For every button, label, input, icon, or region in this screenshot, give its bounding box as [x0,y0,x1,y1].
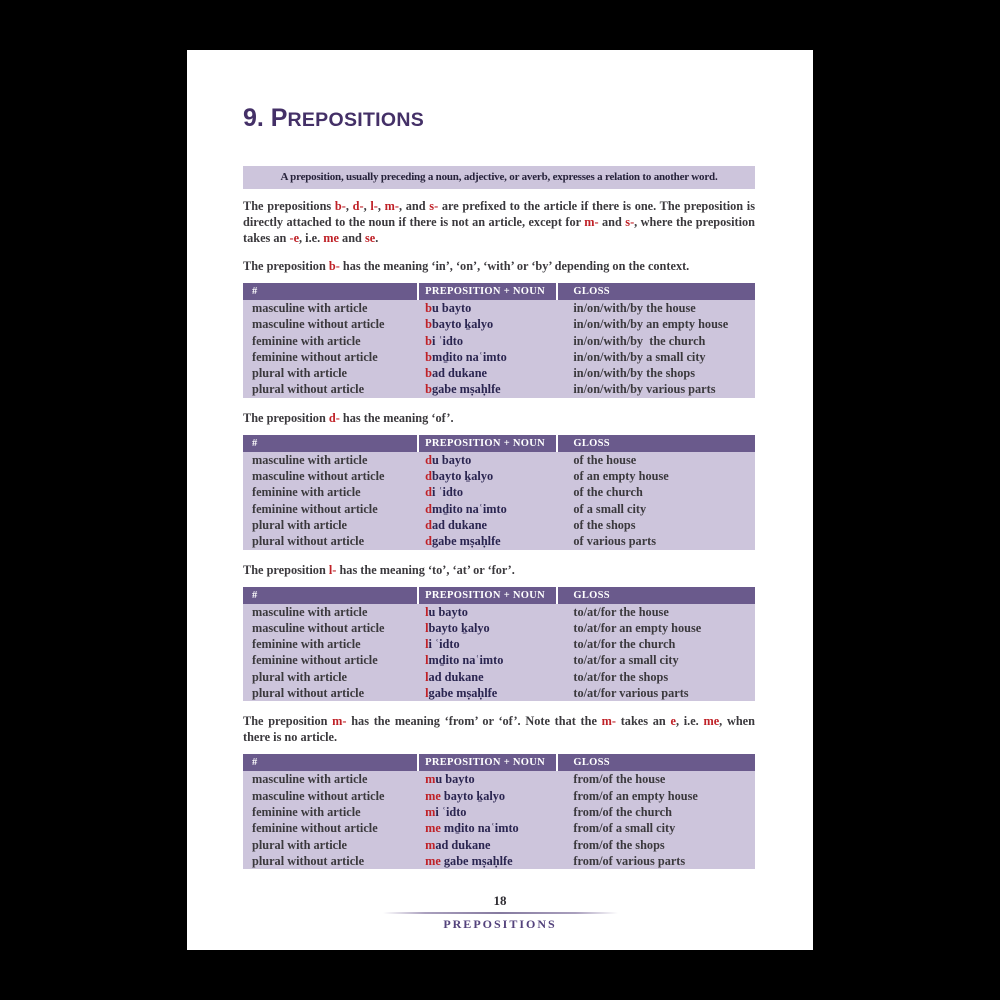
table-body [243,452,755,550]
table-row [243,300,755,316]
table-row [243,788,755,804]
text-segment: m- [384,199,399,213]
table-row [243,804,755,820]
text-segment: REPOSITIONS [287,109,425,131]
text-segment: , [345,199,353,213]
column-header-gloss: GLOSS [558,754,755,771]
noun-text: ad dukane [435,837,491,852]
noun-text: bayto ḵalyo [440,788,506,803]
preposition-noun [419,365,558,381]
gloss-text: from/of various parts [573,853,686,868]
row-label: feminine with article [252,333,361,348]
preposition-noun [419,333,558,349]
gloss-text: in/on/with/by a small city [573,349,706,364]
noun-text: bayto ḵalyo [431,469,494,484]
noun-text: gabe mṣaḥlfe [440,853,513,868]
text-segment: m- [584,215,599,229]
noun-text: u bayto [428,604,468,619]
text-segment: me [323,231,339,245]
preposition-prefix: d [425,534,432,549]
table-row [243,349,755,365]
table-header-row [243,283,755,300]
table-row [243,837,755,853]
preposition-noun [419,300,558,316]
row-label: plural with article [252,669,347,684]
preposition-noun [419,652,558,668]
column-header-gloss: GLOSS [558,283,755,300]
row-label: masculine without article [252,788,385,803]
column-header-number: # [243,587,419,604]
column-header-gloss: GLOSS [558,435,755,452]
gloss-text: from/of the shops [573,837,665,852]
gloss-text: to/at/for various parts [573,686,689,701]
row-label: plural without article [252,686,365,701]
column-header-preposition-noun: PREPOSITION + NOUN [419,283,558,300]
preposition-noun [419,468,558,484]
table-row [243,365,755,381]
column-header-gloss: GLOSS [558,587,755,604]
preposition-prefix: d [425,517,432,532]
noun-text: ad dukane [431,366,487,381]
table-row [243,316,755,332]
noun-text: bayto ḵalyo [428,620,490,635]
preposition-noun [419,853,558,869]
page-footer [187,893,813,932]
preposition-prefix: l [425,604,429,619]
table-row [243,620,755,636]
preposition-noun [419,820,558,836]
text-segment: d- [328,410,340,425]
document-page [187,50,813,950]
noun-text: ad dukane [431,517,487,532]
text-segment: are prefixed to the article if there is one. The preposition is directly attached to the noun if there is not an article, except for [243,199,756,229]
table-row [243,636,755,652]
definition-box [243,166,755,189]
row-label: plural with article [252,837,347,852]
preposition-noun [419,316,558,332]
preposition-section [243,258,755,398]
footer-divider [383,912,618,914]
preposition-noun [419,636,558,652]
gloss-text: from/of the house [573,772,666,787]
preposition-noun [419,804,558,820]
gloss-text: of the house [573,452,637,467]
preposition-prefix: b [425,382,432,397]
table-header-row [243,754,755,771]
table-body [243,604,755,702]
preposition-prefix: d [425,485,432,500]
text-segment: b- [334,199,346,213]
text-segment: l- [328,562,337,577]
page-number: 18 [493,893,507,908]
preposition-section [243,713,755,869]
text-segment: , i.e. [675,714,704,729]
text-segment: 9. P [243,104,288,132]
footer-chapter-label: PREPOSITIONS [443,917,557,931]
preposition-table [243,754,755,869]
preposition-table [243,435,755,550]
gloss-text: of various parts [573,534,657,549]
preposition-prefix: l [425,637,429,652]
table-row [243,484,755,500]
text-segment: l- [370,199,378,213]
text-segment: m- [601,714,616,729]
row-label: masculine with article [252,772,368,787]
preposition-noun [419,620,558,636]
section-intro [243,562,755,578]
table-row [243,669,755,685]
text-segment: has the meaning ‘of’. [339,410,454,425]
definition-text: A preposition, usually preceding a noun, adjective, or averb, expresses a relation to another word. [280,171,718,183]
text-segment: s- [625,215,635,229]
preposition-noun [419,381,558,397]
gloss-text: of the shops [573,517,636,532]
section-intro [243,258,755,274]
preposition-table [243,587,755,702]
column-header-preposition-noun: PREPOSITION + NOUN [419,754,558,771]
preposition-prefix: d [425,501,432,516]
noun-text: gabe mṣaḥlfe [431,534,501,549]
preposition-prefix: l [425,620,429,635]
text-segment: m- [332,714,347,729]
text-segment: The preposition [243,714,333,729]
row-label: masculine with article [252,301,368,315]
table-row [243,468,755,484]
row-label: masculine without article [252,317,385,332]
gloss-text: in/on/with/by the house [573,301,696,315]
table-header-row [243,587,755,604]
text-segment: The preposition [243,562,329,577]
table-row [243,517,755,533]
gloss-text: in/on/with/by the shops [573,366,696,381]
gloss-text: from/of a small city [573,821,676,836]
noun-text: bayto ḵalyo [431,317,494,332]
noun-text: i ʿidto [431,485,464,500]
text-segment: , when there is no article. [243,714,755,745]
gloss-text: from/of an empty house [573,788,698,803]
preposition-prefix: b [425,349,432,364]
text-segment: d- [352,199,364,213]
column-header-number: # [243,435,419,452]
preposition-prefix: me [425,821,441,836]
noun-text: mḏito naʿimto [440,821,519,836]
gloss-text: to/at/for the house [573,604,669,619]
gloss-text: of an empty house [573,469,669,484]
table-row [243,381,755,397]
noun-text: i ʿidto [431,333,464,348]
preposition-noun [419,788,558,804]
row-label: plural without article [252,534,365,549]
noun-text: u bayto [431,301,472,315]
gloss-text: to/at/for the shops [573,669,669,684]
table-header-row [243,435,755,452]
preposition-prefix: me [425,788,441,803]
text-segment: and [598,215,626,229]
gloss-text: of a small city [573,501,647,516]
text-segment: The prepositions [243,199,335,213]
preposition-section [243,410,755,550]
column-header-preposition-noun: PREPOSITION + NOUN [419,587,558,604]
preposition-prefix: b [425,317,432,332]
preposition-prefix: m [425,804,436,819]
column-header-number: # [243,283,419,300]
text-segment: The preposition [243,259,329,273]
text-segment: and [338,231,365,245]
table-row [243,820,755,836]
text-segment: , [377,199,385,213]
text-segment: s- [429,199,439,213]
text-segment: b- [328,259,340,273]
row-label: masculine with article [252,604,368,619]
row-label: plural without article [252,382,365,397]
preposition-prefix: m [425,772,436,787]
table-row [243,771,755,787]
gloss-text: to/at/for the church [573,637,676,652]
preposition-noun [419,517,558,533]
gloss-text: to/at/for a small city [573,653,679,668]
noun-text: i ʿidto [435,804,467,819]
preposition-prefix: me [425,853,441,868]
text-segment: takes an [616,714,671,729]
preposition-prefix: b [425,366,432,381]
noun-text: mḏito naʿimto [428,653,504,668]
section-intro [243,410,755,426]
preposition-table [243,283,755,398]
text-segment: se [364,231,376,245]
preposition-noun [419,349,558,365]
noun-text: ad dukane [428,669,484,684]
row-label: feminine with article [252,485,361,500]
preposition-noun [419,771,558,787]
preposition-noun [419,685,558,701]
preposition-prefix: d [425,469,432,484]
column-header-preposition-noun: PREPOSITION + NOUN [419,435,558,452]
table-row [243,685,755,701]
row-label: feminine with article [252,804,361,819]
table-row [243,452,755,468]
page-content [187,50,813,950]
table-row [243,853,755,869]
row-label: feminine without article [252,501,378,516]
text-segment: The preposition [243,410,329,425]
preposition-noun [419,501,558,517]
text-segment: . [375,231,379,245]
gloss-text: in/on/with/by various parts [573,382,716,397]
preposition-prefix: l [425,653,429,668]
noun-text: mḏito naʿimto [431,349,507,364]
row-label: masculine without article [252,620,385,635]
table-body [243,300,755,398]
preposition-prefix: m [425,837,436,852]
text-segment: has the meaning ‘from’ or ‘of’. Note that the [346,714,602,729]
gloss-text: of the church [573,485,643,500]
text-segment: has the meaning ‘to’, ‘at’ or ‘for’. [336,562,515,577]
noun-text: gabe mṣaḥlfe [431,382,501,397]
table-row [243,533,755,549]
preposition-prefix: d [425,452,432,467]
sections [243,258,755,869]
table-row [243,652,755,668]
row-label: masculine with article [252,452,368,467]
text-segment: , i.e. [299,231,324,245]
preposition-noun [419,484,558,500]
table-row [243,501,755,517]
table-body [243,771,755,869]
gloss-text: from/of the church [573,804,672,819]
preposition-noun [419,604,558,620]
page-title [243,102,755,133]
preposition-prefix: b [425,333,432,348]
text-segment: , [363,199,371,213]
preposition-prefix: b [425,301,432,315]
row-label: plural with article [252,366,347,381]
noun-text: u bayto [435,772,475,787]
gloss-text: to/at/for an empty house [573,620,702,635]
preposition-prefix: l [425,686,429,701]
noun-text: gabe mṣaḥlfe [428,686,498,701]
row-label: plural without article [252,853,365,868]
text-segment: -e [289,231,300,245]
noun-text: u bayto [431,452,472,467]
row-label: plural with article [252,517,347,532]
preposition-section [243,562,755,702]
text-segment: , where the preposition takes an [243,215,755,245]
table-row [243,604,755,620]
preposition-noun [419,452,558,468]
column-header-number: # [243,754,419,771]
row-label: feminine without article [252,821,378,836]
row-label: feminine with article [252,637,361,652]
row-label: feminine without article [252,653,378,668]
section-intro [243,713,755,745]
preposition-noun [419,669,558,685]
text-segment: e [670,714,676,729]
preposition-prefix: l [425,669,429,684]
preposition-noun [419,533,558,549]
noun-text: i ʿidto [428,637,460,652]
text-segment: , and [398,199,430,213]
gloss-text: in/on/with/by an empty house [573,317,729,332]
text-segment: me [703,714,720,729]
preposition-noun [419,837,558,853]
text-segment: has the meaning ‘in’, ‘on’, ‘with’ or ‘by’ depending on the context. [339,259,690,273]
gloss-text: in/on/with/by the church [573,333,706,348]
row-label: masculine without article [252,469,385,484]
table-row [243,333,755,349]
row-label: feminine without article [252,349,378,364]
intro-paragraph [243,198,755,246]
noun-text: mḏito naʿimto [431,501,507,516]
